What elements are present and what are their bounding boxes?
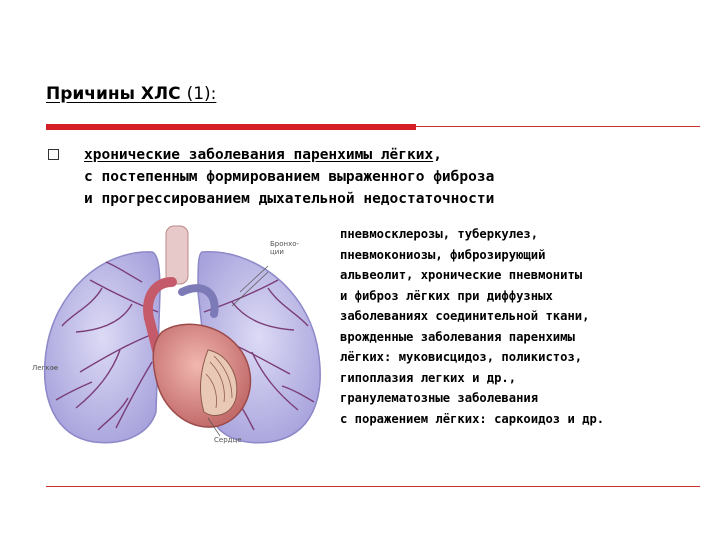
bullet-square-icon <box>48 149 59 160</box>
disease-line: и фиброз лёгких при диффузных <box>340 288 553 303</box>
disease-line: врожденные заболевания паренхимы <box>340 329 575 344</box>
trachea <box>166 226 188 284</box>
disease-line: лёгких: муковисцидоз, поликистоз, <box>340 350 583 364</box>
bullet-heading-comma: , <box>433 147 442 163</box>
lung-right <box>45 252 160 443</box>
bullet-heading: хронические заболевания паренхимы лёгких <box>84 147 434 163</box>
label-bronchi-line2: ции <box>270 248 284 256</box>
slide-title <box>46 84 216 104</box>
lung-heart-illustration <box>32 222 332 454</box>
disease-line: гранулематозные заболевания <box>340 391 539 405</box>
bullet-line-2: с постепенным формированием выраженного фиброза <box>84 169 495 185</box>
title-number: (1): <box>186 84 217 104</box>
disease-line: пневмосклерозы, туберкулез, <box>340 227 539 241</box>
label-bronchi-line1: Бронхо- <box>270 240 300 248</box>
bullet-line-1 <box>84 144 694 166</box>
disease-line: с поражением лёгких: саркоидоз и др. <box>340 411 605 426</box>
disease-line: пневмокониозы, фиброзирующий <box>340 247 546 262</box>
label-bronchi <box>270 240 299 256</box>
accent-bar <box>46 124 416 130</box>
label-heart: Сердце <box>214 436 242 444</box>
label-lung: Легкое <box>32 364 59 372</box>
disease-list <box>340 224 690 429</box>
accent-rule <box>416 126 700 127</box>
lung-heart-svg <box>32 222 332 454</box>
bullet-text <box>84 144 694 210</box>
disease-line: альвеолит, хронические пневмониты <box>340 268 583 282</box>
bullet-line-3: и прогрессированием дыхательной недостаточности <box>84 191 495 207</box>
disease-line: заболеваниях соединительной ткани, <box>340 309 590 323</box>
disease-line: гипоплазия легких и др., <box>340 370 517 385</box>
footer-rule <box>46 486 700 487</box>
title-text: Причины ХЛС <box>46 84 187 104</box>
